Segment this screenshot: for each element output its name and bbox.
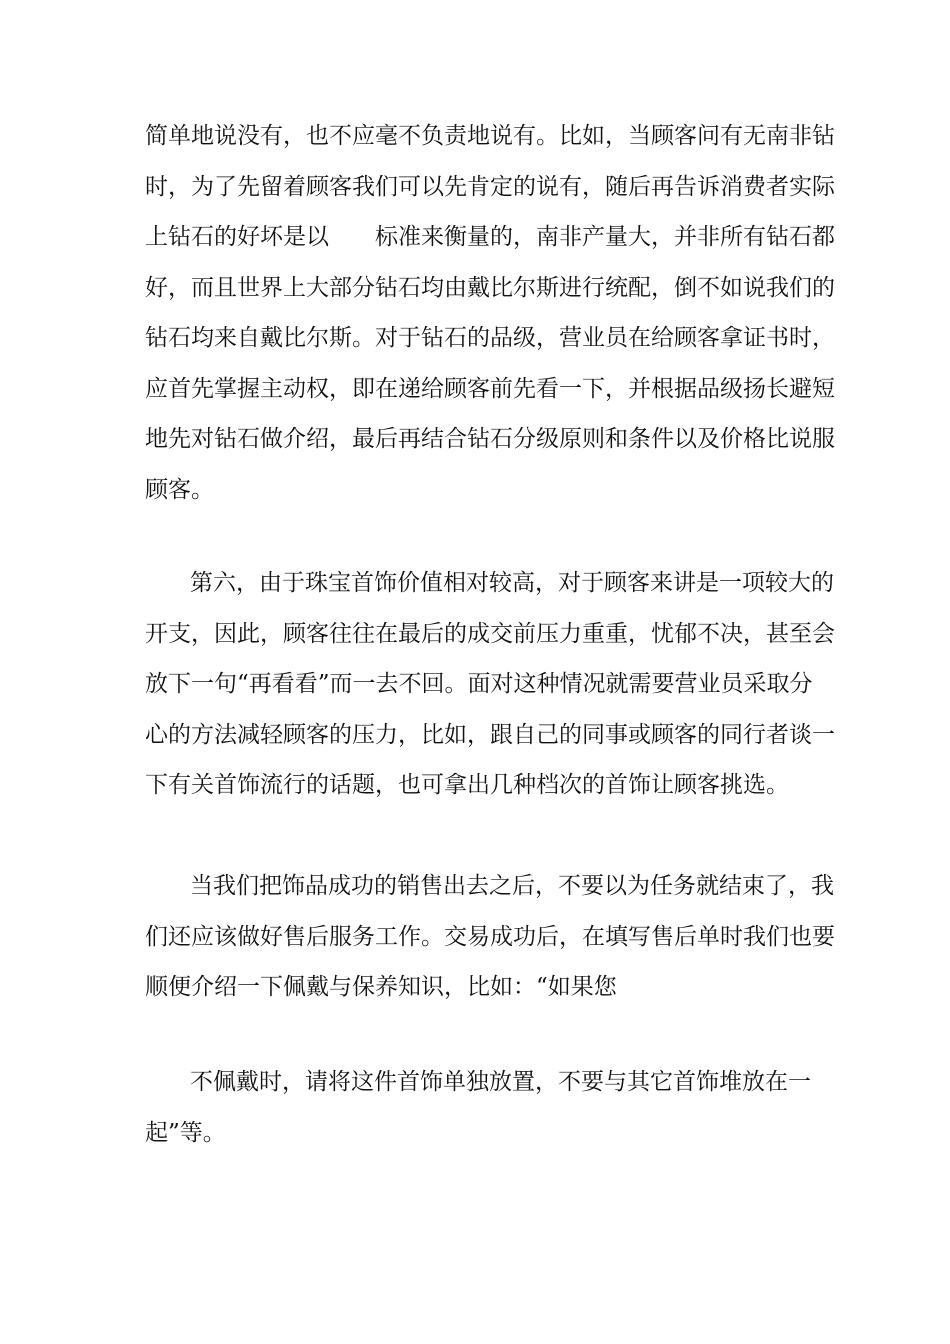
text-line: 应首先掌握主动权，即在递给顾客前先看一下，并根据品级扬长避短 [145, 375, 835, 402]
text-line: 顺便介绍一下佩戴与保养知识，比如：“如果您 [145, 974, 617, 1000]
text-line: 地先对钻石做介绍，最后再结合钻石分级原则和条件以及价格比说服 [145, 426, 835, 452]
text-line: 时，为了先留着顾客我们可以先肯定的说有，随后再告诉消费者实际 [145, 173, 835, 200]
text-line: 起”等。 [145, 1119, 226, 1146]
text-line: 上钻石的好坏是以 标准来衡量的，南非产量大，并非所有钻石都 [145, 224, 835, 250]
text-line: 不佩戴时，请将这件首饰单独放置，不要与其它首饰堆放在一 [190, 1069, 811, 1095]
paragraph-after-sales [145, 861, 835, 1013]
text-line: 心的方法减轻顾客的压力，比如，跟自己的同事或顾客的同行者谈一 [145, 721, 835, 748]
text-line: 顾客。 [145, 476, 214, 503]
paragraph-point-six [145, 558, 835, 811]
text-line: 简单地说没有，也不应毫不负责地说有。比如，当顾客问有无南非钻 [145, 123, 835, 149]
text-line: 开支，因此，顾客往往在最后的成交前压力重重，忧郁不决，甚至会 [145, 620, 835, 647]
paragraph-storage-tip [145, 1057, 810, 1158]
paragraph-diamond-advice [145, 111, 835, 515]
text-line: 第六，由于珠宝首饰价值相对较高，对于顾客来讲是一项较大的 [190, 570, 834, 596]
text-line: 当我们把饰品成功的销售出去之后，不要以为任务就结束了，我 [190, 873, 834, 899]
text-line: 放下一句“再看看”而一去不回。面对这种情况就需要营业员采取分 [145, 671, 813, 697]
text-line: 们还应该做好售后服务工作。交易成功后，在填写售后单时我们也要 [145, 923, 835, 950]
text-line: 下有关首饰流行的话题，也可拿出几种档次的首饰让顾客挑选。 [145, 772, 789, 798]
text-line: 钻石均来自戴比尔斯。对于钻石的品级，营业员在给顾客拿证书时， [145, 325, 835, 351]
text-line: 好，而且世界上大部分钻石均由戴比尔斯进行统配，倒不如说我们的 [145, 274, 835, 301]
